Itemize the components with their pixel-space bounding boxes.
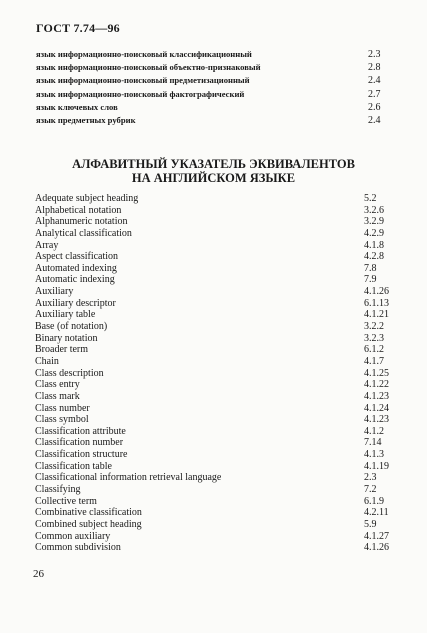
term-reference-number: 4.1.2 — [364, 425, 384, 437]
term-row — [36, 61, 396, 74]
term-reference-number: 4.1.8 — [364, 239, 384, 251]
term-row — [35, 391, 396, 403]
term-row — [35, 344, 396, 356]
term-reference-number: 4.2.9 — [364, 227, 384, 239]
term-row — [35, 240, 396, 252]
term-text: Classificational information retrieval language — [35, 472, 222, 484]
term-reference-number: 5.9 — [364, 518, 377, 530]
term-row — [35, 519, 396, 531]
term-text: язык информационно-поисковый фактографический — [36, 88, 245, 99]
term-row — [35, 356, 396, 368]
term-text: Alphabetical notation — [35, 204, 122, 216]
term-row — [35, 426, 396, 438]
term-row — [35, 216, 396, 228]
term-row — [35, 321, 396, 333]
term-text: Combinative classification — [35, 507, 142, 519]
term-text: Auxiliary table — [35, 309, 96, 321]
page-number: 26 — [33, 568, 44, 580]
term-reference-number: 4.1.21 — [364, 309, 389, 321]
term-reference-number: 4.1.23 — [364, 414, 389, 426]
term-row — [35, 228, 396, 240]
term-reference-number: 7.9 — [364, 274, 377, 286]
term-row — [35, 286, 396, 298]
term-reference-number: 2.3 — [368, 49, 381, 60]
term-text: язык информационно-поисковый объектно-признаковый — [36, 62, 261, 73]
term-text: Base (of notation) — [35, 321, 108, 333]
term-reference-number: 4.1.24 — [364, 402, 389, 414]
term-row — [35, 472, 396, 484]
term-text: язык информационно-поисковый предметизационный — [36, 75, 250, 86]
term-row — [35, 403, 396, 415]
term-reference-number: 4.1.23 — [364, 390, 389, 402]
term-text: Classification attribute — [35, 425, 126, 437]
term-text: Array — [35, 239, 59, 251]
term-row — [36, 114, 396, 127]
term-text: язык предметных рубрик — [36, 114, 136, 125]
term-text: Chain — [35, 355, 59, 367]
term-text: Binary notation — [35, 332, 98, 344]
term-text: Class symbol — [35, 414, 89, 426]
term-text: Combined subject heading — [35, 518, 142, 530]
term-row — [35, 437, 396, 449]
term-row — [35, 542, 396, 554]
term-text: Alphanumeric notation — [35, 216, 128, 228]
term-row — [35, 263, 396, 275]
term-row — [35, 333, 396, 345]
term-reference-number: 2.4 — [368, 75, 381, 87]
term-row — [35, 193, 396, 205]
english-equivalents-list — [35, 193, 396, 554]
term-text: Class description — [35, 367, 104, 379]
term-reference-number: 7.8 — [364, 262, 377, 274]
term-text: Classification table — [35, 460, 112, 472]
section-title — [0, 157, 427, 185]
term-row — [36, 88, 396, 101]
term-reference-number: 3.2.2 — [364, 321, 384, 333]
term-text: Collective term — [35, 495, 97, 507]
term-text: Automatic indexing — [35, 274, 115, 286]
term-reference-number: 4.1.7 — [364, 355, 384, 367]
term-row — [35, 414, 396, 426]
term-reference-number: 7.2 — [364, 484, 377, 496]
term-row — [35, 251, 396, 263]
term-row — [35, 309, 396, 321]
term-reference-number: 6.1.13 — [364, 297, 389, 309]
term-row — [35, 531, 396, 543]
term-reference-number: 4.1.19 — [364, 460, 389, 472]
document-header: ГОСТ 7.74—96 — [36, 21, 120, 35]
term-row — [36, 74, 396, 87]
term-reference-number: 2.7 — [368, 88, 381, 100]
term-reference-number: 3.2.3 — [364, 332, 384, 344]
term-reference-number: 4.1.3 — [364, 449, 384, 461]
term-text: язык ключевых слов — [36, 101, 118, 112]
term-row — [35, 496, 396, 508]
term-reference-number: 4.1.26 — [364, 286, 389, 298]
term-reference-number: 2.6 — [368, 101, 381, 113]
term-reference-number: 3.2.6 — [364, 204, 384, 216]
term-text: Classification structure — [35, 449, 128, 461]
term-text: Class mark — [35, 390, 80, 402]
term-reference-number: 2.8 — [368, 62, 381, 74]
term-reference-number: 4.1.27 — [364, 530, 389, 542]
term-reference-number: 3.2.9 — [364, 216, 384, 228]
term-row — [36, 101, 396, 114]
term-reference-number: 4.2.8 — [364, 251, 384, 263]
term-reference-number: 4.1.22 — [364, 379, 389, 391]
term-reference-number: 5.2 — [364, 193, 377, 204]
term-row — [36, 48, 396, 61]
term-text: Auxiliary descriptor — [35, 297, 116, 309]
term-text: Class entry — [35, 379, 80, 391]
russian-terms-list — [36, 48, 396, 127]
term-row — [35, 461, 396, 473]
term-text: Analytical classification — [35, 227, 132, 239]
term-reference-number: 4.1.26 — [364, 542, 389, 554]
term-reference-number: 7.14 — [364, 437, 382, 449]
term-reference-number: 4.1.25 — [364, 367, 389, 379]
term-text: Aspect classification — [35, 251, 119, 263]
term-reference-number: 6.1.9 — [364, 495, 384, 507]
section-title-line-2: НА АНГЛИЙСКОМ ЯЗЫКЕ — [131, 171, 296, 185]
term-row — [35, 484, 396, 496]
term-reference-number: 2.3 — [364, 472, 377, 484]
term-text: Classification number — [35, 437, 124, 449]
term-text: Common subdivision — [35, 542, 121, 554]
term-row — [35, 449, 396, 461]
term-row — [35, 298, 396, 310]
term-row — [35, 379, 396, 391]
section-title-line-1: АЛФАВИТНЫЙ УКАЗАТЕЛЬ ЭКВИВАЛЕНТОВ — [72, 157, 355, 171]
term-text: язык информационно-поисковый классификационный — [36, 49, 252, 59]
term-reference-number: 6.1.2 — [364, 344, 384, 356]
term-row — [35, 205, 396, 217]
term-text: Adequate subject heading — [35, 193, 139, 204]
term-reference-number: 4.2.11 — [364, 507, 389, 519]
term-text: Auxiliary — [35, 286, 74, 298]
term-row — [35, 507, 396, 519]
term-text: Common auxiliary — [35, 530, 111, 542]
term-text: Automated indexing — [35, 262, 117, 274]
term-row — [35, 274, 396, 286]
term-text: Class number — [35, 402, 90, 414]
term-text: Classifying — [35, 484, 81, 496]
term-row — [35, 368, 396, 380]
term-reference-number: 2.4 — [368, 114, 381, 126]
term-text: Broader term — [35, 344, 89, 356]
